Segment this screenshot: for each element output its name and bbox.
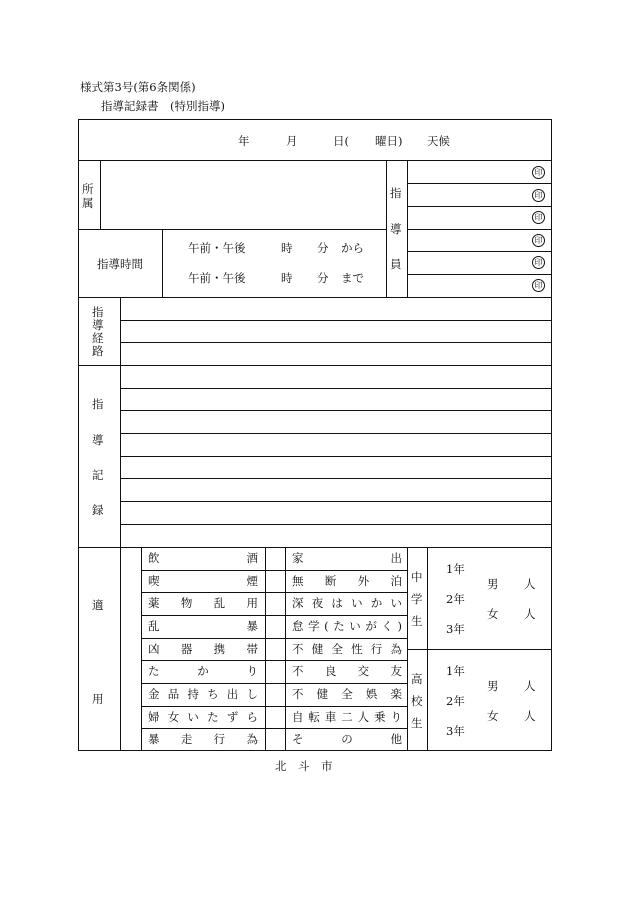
applicable-label-1: 適: [92, 598, 104, 612]
weather-label: 天候: [427, 134, 450, 148]
seal-icon: 印: [532, 279, 545, 292]
offense-item: 不健全娯楽: [292, 687, 402, 701]
time-from-suffix: から: [341, 241, 364, 255]
middle-female-label: 女: [487, 607, 499, 621]
instructor-label-1: 指: [390, 186, 402, 200]
record-label-3: 記: [92, 468, 104, 482]
offense-item: たかり: [148, 664, 258, 678]
affiliation-label-1: 所: [82, 182, 94, 196]
high-female-unit: 人: [524, 709, 536, 723]
high-male-unit: 人: [524, 679, 536, 693]
offense-item: 無断外泊: [292, 574, 402, 588]
affiliation-label-2: 属: [82, 196, 94, 210]
middle-male-unit: 人: [524, 577, 536, 591]
offense-item: 凶器携帯: [148, 642, 258, 656]
middle-grade-1: 1年: [446, 562, 465, 576]
seal-icon: 印: [532, 189, 545, 202]
record-label-1: 指: [92, 397, 104, 411]
route-label-2: 導: [92, 318, 104, 332]
record-label-4: 録: [92, 503, 104, 517]
date-year-label: 年: [238, 134, 250, 148]
route-label-4: 路: [92, 344, 104, 358]
guidance-time-label: 指導時間: [97, 257, 143, 271]
seal-icon: 印: [532, 211, 545, 224]
middle-school-label-2: 学: [411, 592, 423, 606]
offense-item: その他: [292, 732, 402, 746]
high-school-label-1: 高: [411, 672, 423, 686]
offense-item: 深夜はいかい: [292, 596, 402, 610]
instructor-label-3: 員: [390, 257, 402, 271]
route-label-3: 経: [92, 331, 104, 345]
middle-grade-3: 3年: [446, 622, 465, 636]
middle-grade-2: 2年: [446, 592, 465, 606]
instructor-label-2: 導: [390, 222, 402, 236]
time-to-suffix: まで: [341, 271, 364, 285]
footer-city: 北 斗 市: [275, 759, 333, 773]
middle-female-unit: 人: [524, 607, 536, 621]
offense-item: 不良交友: [292, 664, 402, 678]
middle-male-label: 男: [487, 577, 499, 591]
high-grade-1: 1年: [446, 664, 465, 678]
offense-item: 乱暴: [148, 619, 258, 633]
applicable-label-2: 用: [92, 692, 104, 706]
time-to-minute: 分: [317, 271, 329, 285]
seal-icon: 印: [532, 166, 545, 179]
offense-item: 金品持ち出し: [148, 687, 258, 701]
offense-item: 不健全性行為: [292, 642, 402, 656]
high-school-label-2: 校: [411, 694, 423, 708]
affiliation-field[interactable]: [101, 161, 385, 228]
offense-item: 飲酒: [148, 551, 258, 565]
offense-item: 自転車二人乗り: [292, 710, 402, 724]
middle-school-label-3: 生: [411, 614, 423, 628]
high-school-label-3: 生: [411, 716, 423, 730]
form-number: 様式第3号(第6条関係): [80, 80, 196, 94]
offense-item: 喫煙: [148, 574, 258, 588]
time-from-hour: 時: [281, 241, 293, 255]
time-from-ampm: 午前・午後: [188, 241, 246, 255]
seal-icon: 印: [532, 234, 545, 247]
high-grade-3: 3年: [446, 724, 465, 738]
date-day-label: 日(: [333, 134, 349, 148]
seal-icon: 印: [532, 256, 545, 269]
offense-item: 薬物乱用: [148, 596, 258, 610]
time-to-hour: 時: [281, 271, 293, 285]
time-from-minute: 分: [317, 241, 329, 255]
high-grade-2: 2年: [446, 694, 465, 708]
offense-item: 家出: [292, 551, 402, 565]
high-male-label: 男: [487, 679, 499, 693]
offense-item: 婦女いたずら: [148, 710, 258, 724]
offense-item: 怠学(たいがく): [292, 619, 402, 633]
middle-school-label-1: 中: [411, 570, 423, 584]
date-month-label: 月: [286, 134, 298, 148]
offense-item: 暴走行為: [148, 732, 258, 746]
time-to-ampm: 午前・午後: [188, 271, 246, 285]
date-weekday-label: 曜日): [375, 134, 403, 148]
record-label-2: 導: [92, 433, 104, 447]
form-title: 指導記録書 (特別指導): [101, 99, 225, 113]
route-label-1: 指: [92, 305, 104, 319]
high-female-label: 女: [487, 709, 499, 723]
